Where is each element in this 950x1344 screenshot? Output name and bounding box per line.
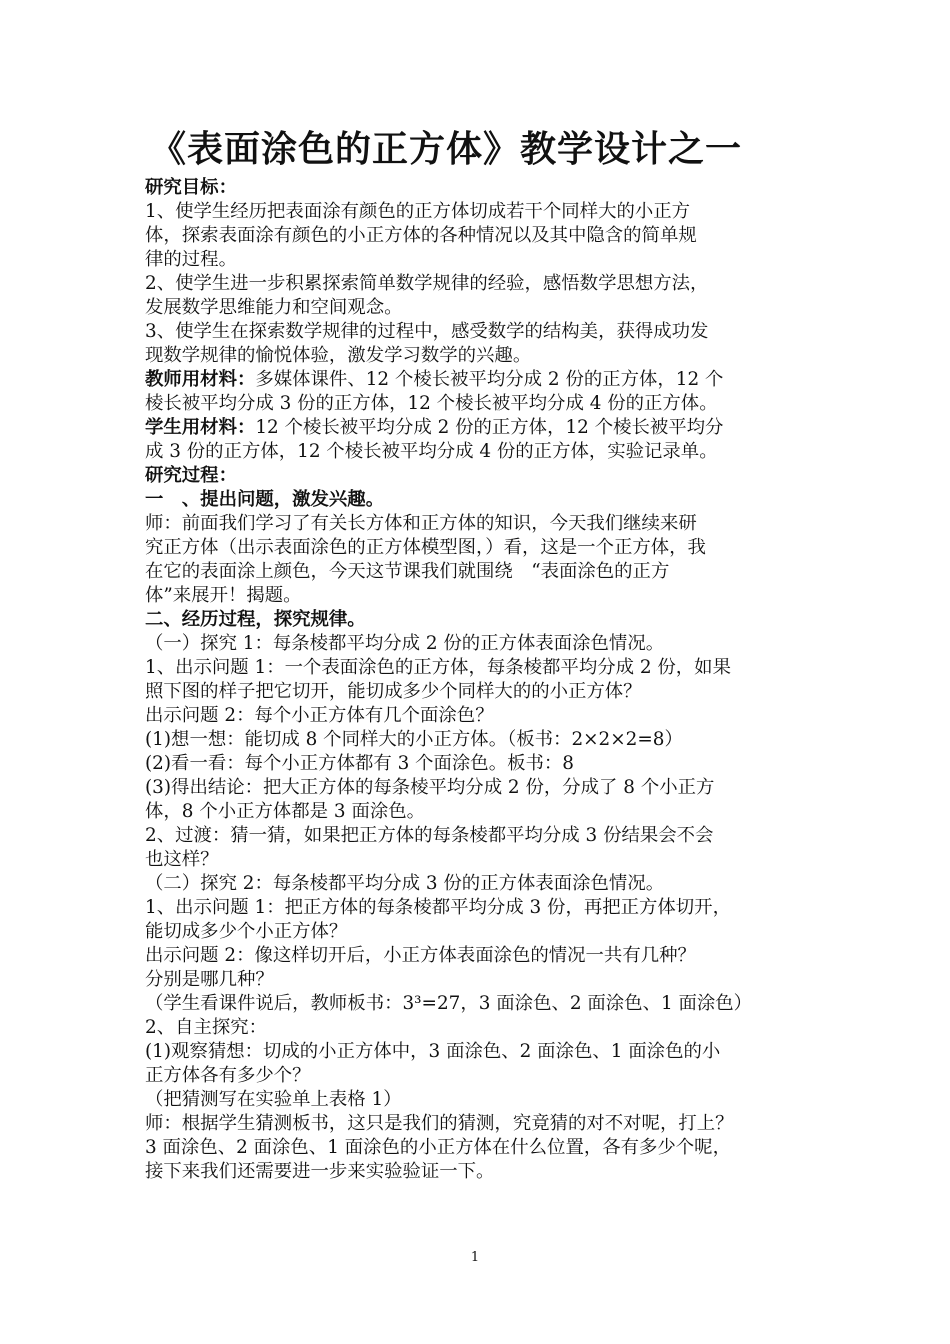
text-line — [145, 344, 815, 368]
text-line — [145, 992, 815, 1016]
text-line — [145, 1088, 815, 1112]
text-line — [145, 1064, 815, 1088]
text-line — [145, 1112, 815, 1136]
line-text: 能切成多少个小正方体？ — [145, 921, 348, 942]
text-line — [145, 800, 815, 824]
text-line — [145, 176, 815, 200]
line-text: 多媒体课件、12 个棱长被平均分成 2 份的正方体，12 个 — [255, 369, 724, 390]
text-line — [145, 512, 815, 536]
line-text: 体，8 个小正方体都是 3 面涂色。 — [145, 801, 426, 822]
text-line — [145, 608, 815, 632]
line-text: 3、使学生在探索数学规律的过程中，感受数学的结构美，获得成功发 — [145, 321, 709, 342]
line-text: 棱长被平均分成 3 份的正方体，12 个棱长被平均分成 4 份的正方体。 — [145, 393, 718, 414]
text-line — [145, 680, 815, 704]
text-line — [145, 1136, 815, 1160]
line-text: （二）探究 2：每条棱都平均分成 3 份的正方体表面涂色情况。 — [145, 873, 665, 894]
text-line — [145, 200, 815, 224]
line-text: 2、过渡：猜一猜，如果把正方体的每条棱都平均分成 3 份结果会不会 — [145, 825, 714, 846]
line-text: 接下来我们还需要进一步来实验验证一下。 — [145, 1161, 495, 1182]
bold-label: 学生用材料： — [145, 417, 256, 438]
text-line — [145, 920, 815, 944]
line-text: （一）探究 1：每条棱都平均分成 2 份的正方体表面涂色情况。 — [145, 633, 665, 654]
text-line — [145, 632, 815, 656]
bold-label: 研究目标： — [145, 177, 237, 198]
document-title: 《表面涂色的正方体》教学设计之一 — [150, 129, 743, 170]
text-line — [145, 296, 815, 320]
line-text: 照下图的样子把它切开，能切成多少个同样大的的小正方体？ — [145, 681, 642, 702]
line-text: 正方体各有多少个？ — [145, 1065, 311, 1086]
text-line — [145, 248, 815, 272]
line-text: 师：根据学生猜测板书，这只是我们的猜测，究竟猜的对不对呢，打上？ — [145, 1113, 734, 1134]
text-line — [145, 728, 815, 752]
line-text: 2、自主探究： — [145, 1017, 268, 1038]
line-text: 1、出示问题 1：一个表面涂色的正方体，每条棱都平均分成 2 份，如果 — [145, 657, 731, 678]
text-line — [145, 224, 815, 248]
line-text: 3 面涂色、2 面涂色、1 面涂色的小正方体在什么位置，各有多少个呢， — [145, 1137, 731, 1158]
text-line — [145, 584, 815, 608]
text-line — [145, 416, 815, 440]
text-line — [145, 464, 815, 488]
line-text: 师：前面我们学习了有关长方体和正方体的知识，今天我们继续来研 — [145, 513, 697, 534]
line-text: （学生看课件说后，教师板书：3³=27，3 面涂色、2 面涂色、1 面涂色） — [145, 993, 753, 1014]
text-line — [145, 968, 815, 992]
text-line — [145, 824, 815, 848]
text-line — [145, 536, 815, 560]
line-text: (1)想一想：能切成 8 个同样大的小正方体。（板书：2×2×2=8） — [145, 729, 683, 750]
text-line — [145, 440, 815, 464]
text-line — [145, 872, 815, 896]
text-line — [145, 704, 815, 728]
text-line — [145, 392, 815, 416]
line-text: 究正方体（出示表面涂色的正方体模型图，）看，这是一个正方体，我 — [145, 537, 706, 558]
line-text: （把猜测写在实验单上表格 1） — [145, 1089, 402, 1110]
line-text: 成 3 份的正方体，12 个棱长被平均分成 4 份的正方体，实验记录单。 — [145, 441, 718, 462]
line-text: 现数学规律的愉悦体验，激发学习数学的兴趣。 — [145, 345, 532, 366]
line-text: 12 个棱长被平均分成 2 份的正方体，12 个棱长被平均分 — [255, 417, 724, 438]
bold-label: 研究过程： — [145, 465, 237, 486]
line-text: 1、使学生经历把表面涂有颜色的正方体切成若干个同样大的小正方 — [145, 201, 691, 222]
bold-label: 二、经历过程，探究规律。 — [145, 609, 366, 630]
text-line — [145, 1160, 815, 1184]
page-number: 1 — [470, 1250, 480, 1265]
text-line — [145, 896, 815, 920]
line-text: 1、出示问题 1：把正方体的每条棱都平均分成 3 份，再把正方体切开， — [145, 897, 731, 918]
line-text: 2、使学生进一步积累探索简单数学规律的经验，感悟数学思想方法， — [145, 273, 709, 294]
text-line — [145, 320, 815, 344]
text-line — [145, 656, 815, 680]
text-line — [145, 1016, 815, 1040]
line-text: (3)得出结论：把大正方体的每条棱平均分成 2 份，分成了 8 个小正方 — [145, 777, 715, 798]
text-line — [145, 776, 815, 800]
line-text: 律的过程。 — [145, 249, 237, 270]
line-text: 分别是哪几种？ — [145, 969, 274, 990]
text-line — [145, 944, 815, 968]
line-text: 在它的表面涂上颜色，今天这节课我们就围绕 “表面涂色的正方 — [145, 561, 670, 582]
line-text: 出示问题 2：每个小正方体有几个面涂色？ — [145, 705, 494, 726]
text-line — [145, 560, 815, 584]
text-line — [145, 488, 815, 512]
text-line — [145, 368, 815, 392]
text-line — [145, 848, 815, 872]
document-body — [145, 176, 815, 1184]
text-line — [145, 272, 815, 296]
line-text: 体”来展开！揭题。 — [145, 585, 302, 606]
text-line — [145, 752, 815, 776]
line-text: 发展数学思维能力和空间观念。 — [145, 297, 403, 318]
text-line — [145, 1040, 815, 1064]
line-text: 出示问题 2：像这样切开后，小正方体表面涂色的情况一共有几种？ — [145, 945, 696, 966]
line-text: (1)观察猜想：切成的小正方体中，3 面涂色、2 面涂色、1 面涂色的小 — [145, 1041, 721, 1062]
bold-label: 一 、提出问题，激发兴趣。 — [145, 489, 385, 510]
line-text: (2)看一看：每个小正方体都有 3 个面涂色。板书：8 — [145, 753, 574, 774]
line-text: 体，探索表面涂有颜色的小正方体的各种情况以及其中隐含的简单规 — [145, 225, 697, 246]
line-text: 也这样？ — [145, 849, 219, 870]
bold-label: 教师用材料： — [145, 369, 256, 390]
